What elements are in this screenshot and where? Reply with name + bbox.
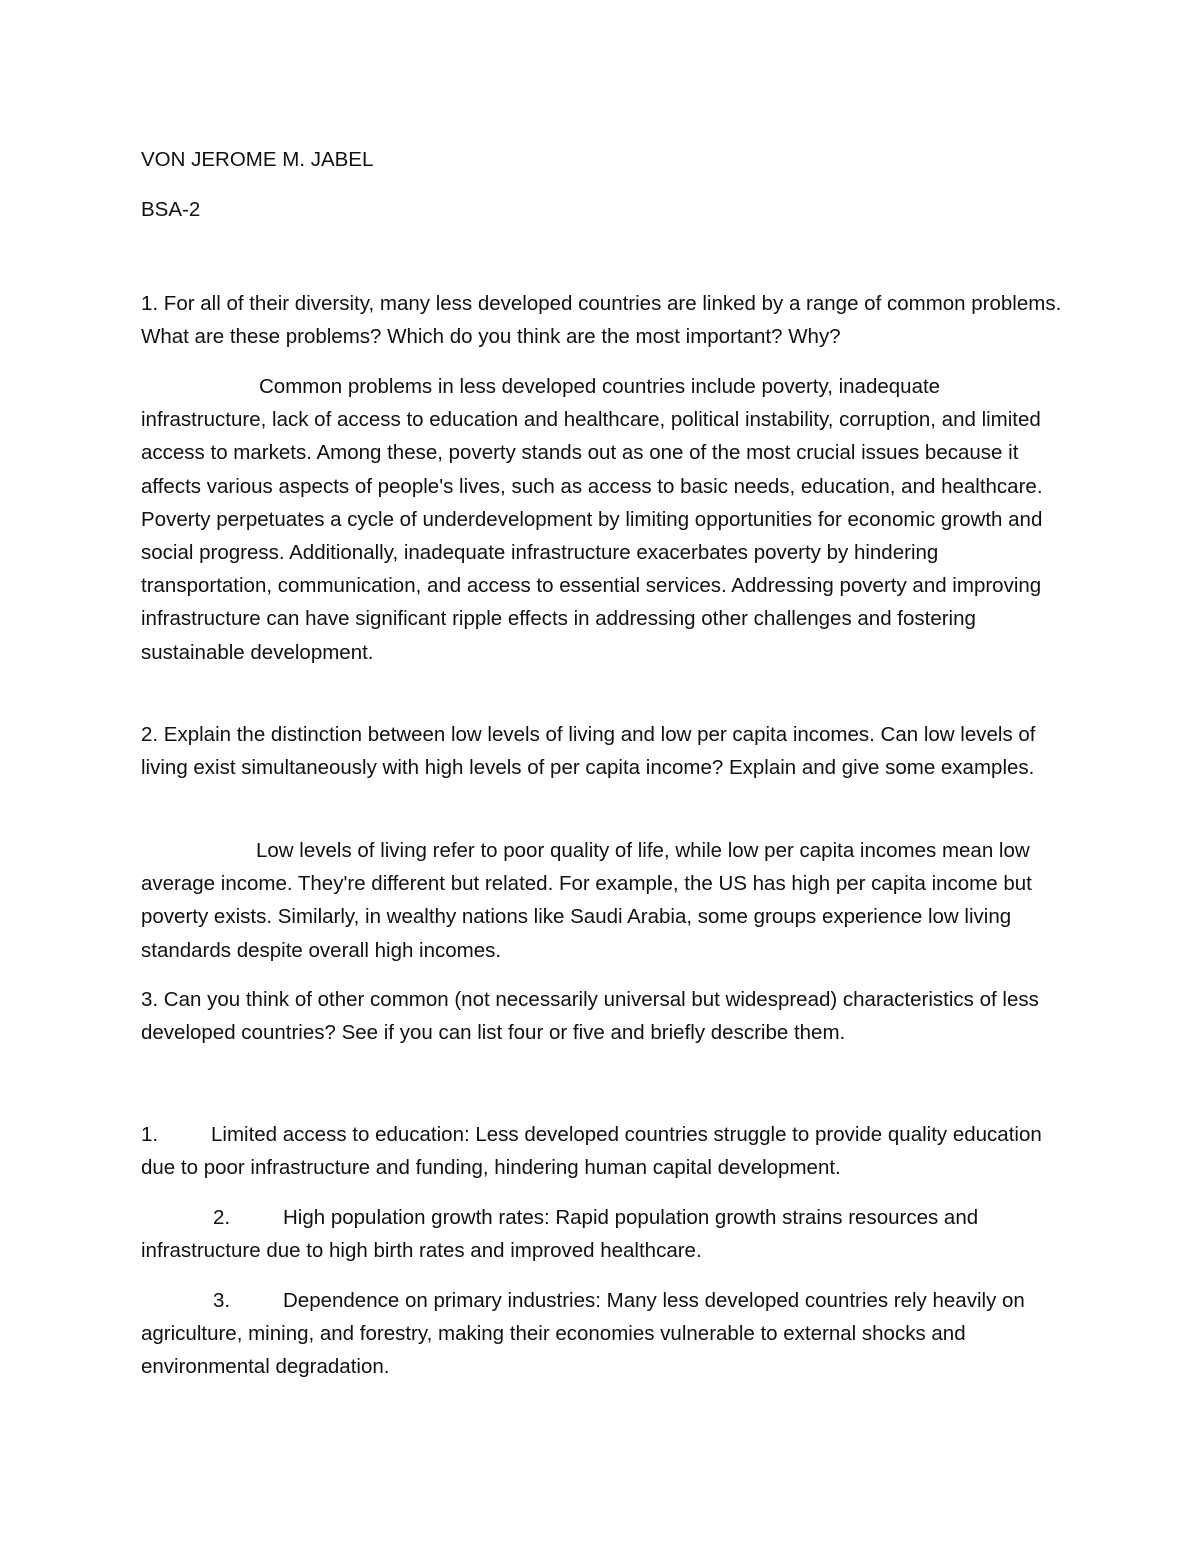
student-name: VON JEROME M. JABEL xyxy=(141,148,374,171)
list-item-text: Limited access to education: Less developed countries struggle to provide quality education due to poor infrastructure and funding, hindering human capital development. xyxy=(141,1123,1042,1180)
list-item-number: 3. xyxy=(213,1289,231,1312)
list-item xyxy=(141,1284,1066,1384)
list-item xyxy=(141,1201,1066,1267)
question-1-answer: Common problems in less developed countries include poverty, inadequate infrastructure, lack of access to education and healthcare, political instability, corruption, and limited access to markets. Among these, poverty stands out as one of the most crucial issues because it affects various aspects of people's lives, such as access to basic needs, education, and healthcare. Poverty perpetuates a cycle of underdevelopment by limiting opportunities for economic growth and social progress. Additionally, inadequate infrastructure exacerbates poverty by hindering transportation, communication, and access to essential services. Addressing poverty and improving infrastructure can have significant ripple effects in addressing other challenges and fostering sustainable development. xyxy=(141,375,1043,664)
list-item-number: 2. xyxy=(213,1206,231,1229)
list-item-text: Dependence on primary industries: Many less developed countries rely heavily on agriculture, mining, and forestry, making their economies vulnerable to external shocks and environmental degradation. xyxy=(141,1289,1025,1379)
question-1-prompt: 1. For all of their diversity, many less developed countries are linked by a range of common problems. What are these problems? Which do you think are the most important? Why? xyxy=(141,292,1062,349)
list-item xyxy=(141,1118,1066,1184)
question-3-prompt: 3. Can you think of other common (not necessarily universal but widespread) characteristics of less developed countries? See if you can list four or five and briefly describe them. xyxy=(141,988,1039,1045)
list-item-text: High population growth rates: Rapid population growth strains resources and infrastructure due to high birth rates and improved healthcare. xyxy=(141,1206,979,1263)
question-2-answer: Low levels of living refer to poor quality of life, while low per capita incomes mean low average income. They're different but related. For example, the US has high per capita income but poverty exists. Similarly, in wealthy nations like Saudi Arabia, some groups experience low living standards despite overall high incomes. xyxy=(141,839,1032,962)
course-label: BSA-2 xyxy=(141,198,201,221)
question-2-prompt: 2. Explain the distinction between low levels of living and low per capita incomes. Can low levels of living exist simultaneously with high levels of per capita income? Explain and give some examples. xyxy=(141,723,1036,780)
list-item-number: 1. xyxy=(141,1123,159,1146)
